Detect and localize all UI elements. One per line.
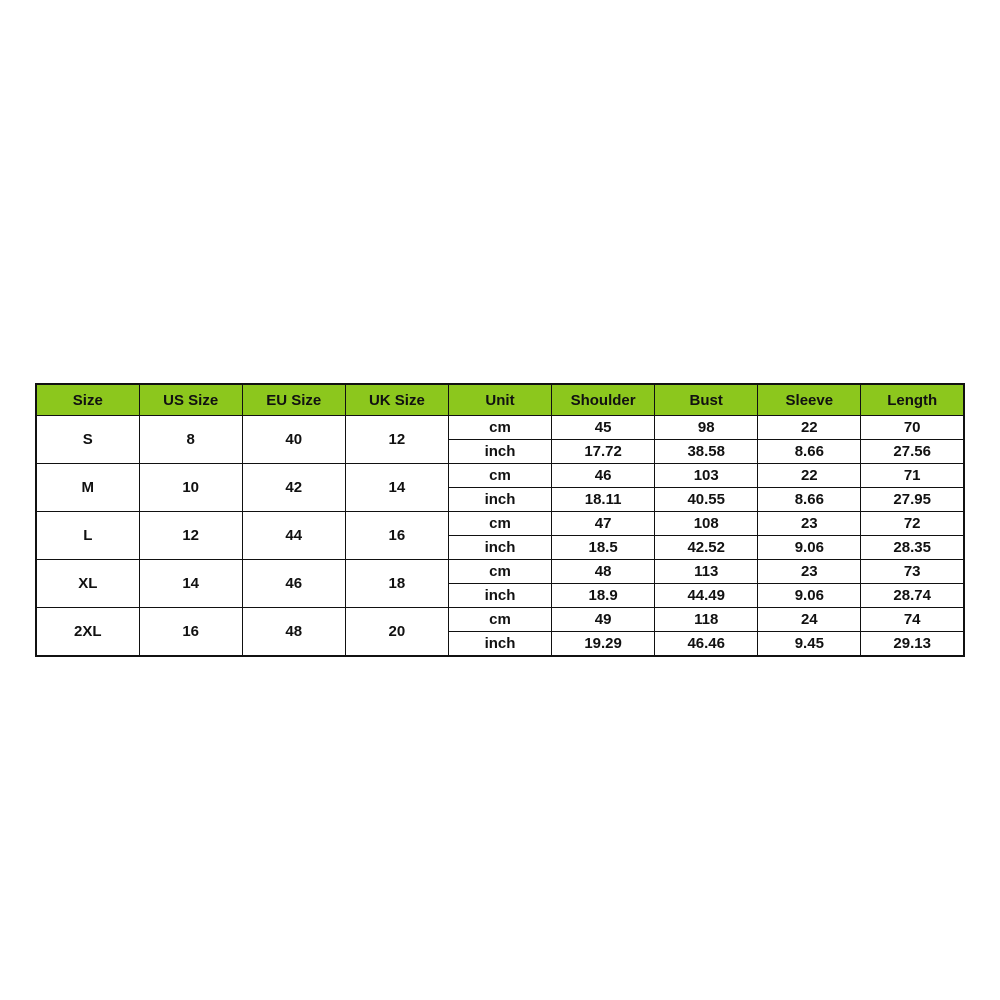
shoulder-value-cell: 18.5 — [552, 536, 655, 560]
uk-size-cell: 14 — [345, 464, 448, 512]
us-size-cell: 14 — [139, 560, 242, 608]
table-row — [36, 464, 964, 488]
shoulder-value-cell: 49 — [552, 608, 655, 632]
size-chart-header — [36, 384, 964, 416]
sleeve-value-cell: 23 — [758, 560, 861, 584]
us-size-cell: 8 — [139, 416, 242, 464]
size-cell: S — [36, 416, 139, 464]
unit-cell: cm — [448, 464, 551, 488]
length-value-cell: 71 — [861, 464, 964, 488]
size-chart-body — [36, 416, 964, 657]
column-header-us-size: US Size — [139, 384, 242, 416]
us-size-cell: 10 — [139, 464, 242, 512]
sleeve-value-cell: 9.06 — [758, 536, 861, 560]
column-header-shoulder: Shoulder — [552, 384, 655, 416]
size-chart-table — [35, 383, 965, 657]
uk-size-cell: 16 — [345, 512, 448, 560]
eu-size-cell: 44 — [242, 512, 345, 560]
length-value-cell: 27.56 — [861, 440, 964, 464]
table-row — [36, 416, 964, 440]
eu-size-cell: 48 — [242, 608, 345, 657]
eu-size-cell: 40 — [242, 416, 345, 464]
sleeve-value-cell: 23 — [758, 512, 861, 536]
us-size-cell: 12 — [139, 512, 242, 560]
column-header-unit: Unit — [448, 384, 551, 416]
bust-value-cell: 44.49 — [655, 584, 758, 608]
bust-value-cell: 108 — [655, 512, 758, 536]
sleeve-value-cell: 8.66 — [758, 488, 861, 512]
shoulder-value-cell: 48 — [552, 560, 655, 584]
shoulder-value-cell: 18.11 — [552, 488, 655, 512]
us-size-cell: 16 — [139, 608, 242, 657]
length-value-cell: 74 — [861, 608, 964, 632]
length-value-cell: 72 — [861, 512, 964, 536]
sleeve-value-cell: 9.45 — [758, 632, 861, 657]
uk-size-cell: 12 — [345, 416, 448, 464]
bust-value-cell: 113 — [655, 560, 758, 584]
length-value-cell: 27.95 — [861, 488, 964, 512]
table-row — [36, 608, 964, 632]
shoulder-value-cell: 17.72 — [552, 440, 655, 464]
sleeve-value-cell: 9.06 — [758, 584, 861, 608]
sleeve-value-cell: 8.66 — [758, 440, 861, 464]
uk-size-cell: 20 — [345, 608, 448, 657]
table-row — [36, 512, 964, 536]
sleeve-value-cell: 22 — [758, 416, 861, 440]
eu-size-cell: 46 — [242, 560, 345, 608]
shoulder-value-cell: 19.29 — [552, 632, 655, 657]
sleeve-value-cell: 24 — [758, 608, 861, 632]
size-cell: XL — [36, 560, 139, 608]
column-header-length: Length — [861, 384, 964, 416]
unit-cell: inch — [448, 632, 551, 657]
length-value-cell: 29.13 — [861, 632, 964, 657]
unit-cell: cm — [448, 416, 551, 440]
bust-value-cell: 42.52 — [655, 536, 758, 560]
size-cell: L — [36, 512, 139, 560]
uk-size-cell: 18 — [345, 560, 448, 608]
unit-cell: inch — [448, 488, 551, 512]
unit-cell: cm — [448, 560, 551, 584]
sleeve-value-cell: 22 — [758, 464, 861, 488]
shoulder-value-cell: 18.9 — [552, 584, 655, 608]
length-value-cell: 28.35 — [861, 536, 964, 560]
column-header-bust: Bust — [655, 384, 758, 416]
column-header-uk-size: UK Size — [345, 384, 448, 416]
unit-cell: inch — [448, 536, 551, 560]
bust-value-cell: 40.55 — [655, 488, 758, 512]
unit-cell: cm — [448, 512, 551, 536]
size-cell: M — [36, 464, 139, 512]
eu-size-cell: 42 — [242, 464, 345, 512]
unit-cell: inch — [448, 584, 551, 608]
header-row — [36, 384, 964, 416]
length-value-cell: 73 — [861, 560, 964, 584]
bust-value-cell: 103 — [655, 464, 758, 488]
shoulder-value-cell: 47 — [552, 512, 655, 536]
length-value-cell: 28.74 — [861, 584, 964, 608]
unit-cell: cm — [448, 608, 551, 632]
shoulder-value-cell: 45 — [552, 416, 655, 440]
table-row — [36, 560, 964, 584]
unit-cell: inch — [448, 440, 551, 464]
column-header-eu-size: EU Size — [242, 384, 345, 416]
bust-value-cell: 118 — [655, 608, 758, 632]
column-header-sleeve: Sleeve — [758, 384, 861, 416]
bust-value-cell: 46.46 — [655, 632, 758, 657]
bust-value-cell: 38.58 — [655, 440, 758, 464]
length-value-cell: 70 — [861, 416, 964, 440]
size-cell: 2XL — [36, 608, 139, 657]
bust-value-cell: 98 — [655, 416, 758, 440]
shoulder-value-cell: 46 — [552, 464, 655, 488]
column-header-size: Size — [36, 384, 139, 416]
